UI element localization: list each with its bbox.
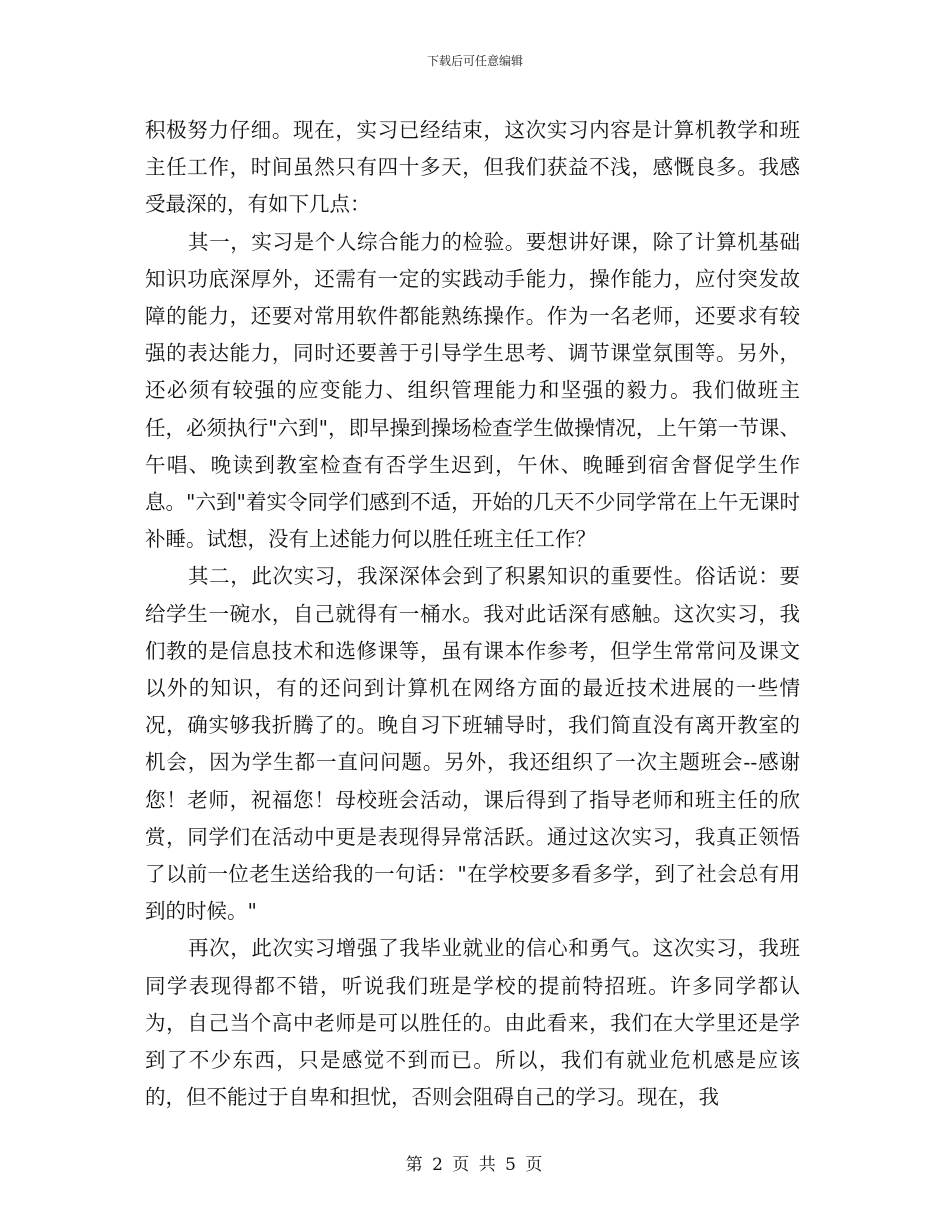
paragraph-second-point: 其二，此次实习，我深深体会到了积累知识的重要性。俗话说：要给学生一碗水，自己就得有一桶水。我对此话深有感触。这次实习，我们教的是信息技术和选修课等，虽有课本作参考，但学生常常问及课文以外的知识，有的还问到计算机在网络方面的最近技术进展的一些情况，确实够我折腾了的。晚自习下班辅导时，我们简直没有离开教室的机会，因为学生都一直问问题。另外，我还组织了一次主题班会--感谢您！老师，祝福您！母校班会活动，课后得到了指导老师和班主任的欣赏，同学们在活动中更是表现得异常活跃。通过这次实习，我真正领悟了以前一位老生送给我的一句话："在学校要多看多学，到了社会总有用到的时候。" — [145, 564, 800, 924]
paragraph-continuation: 积极努力仔细。现在，实习已经结束，这次实习内容是计算机教学和班主任工作，时间虽然只有四十多天，但我们获益不浅，感慨良多。我感受最深的，有如下几点： — [145, 118, 800, 217]
paragraph-third-point: 再次，此次实习增强了我毕业就业的信心和勇气。这次实习，我班同学表现得都不错，听说我们班是学校的提前特招班。许多同学都认为，自己当个高中老师是可以胜任的。由此看来，我们在大学里还是学到了不少东西，只是感觉不到而已。所以，我们有就业危机感是应该的，但不能过于自卑和担忧，否则会阻碍自己的学习。现在，我 — [145, 936, 800, 1110]
document-body — [145, 112, 800, 1116]
page-header: 下载后可任意编辑 — [426, 54, 523, 68]
paragraph-first-point: 其一，实习是个人综合能力的检验。要想讲好课，除了计算机基础知识功底深厚外，还需有一定的实践动手能力，操作能力，应付突发故障的能力，还要对常用软件都能熟练操作。作为一名老师，还要求有较强的表达能力，同时还要善于引导学生思考、调节课堂氛围等。另外，还必须有较强的应变能力、组织管理能力和坚强的毅力。我们做班主任，必须执行"六到"，即早操到操场检查学生做操情况，上午第一节课、午唱、晚读到教室检查有否学生迟到，午休、晚睡到宿舍督促学生作息。"六到"着实令同学们感到不适，开始的几天不少同学常在上午无课时补睡。试想，没有上述能力何以胜任班主任工作？ — [145, 229, 800, 552]
page-number: 第 2 页 共 5 页 — [405, 1155, 545, 1175]
